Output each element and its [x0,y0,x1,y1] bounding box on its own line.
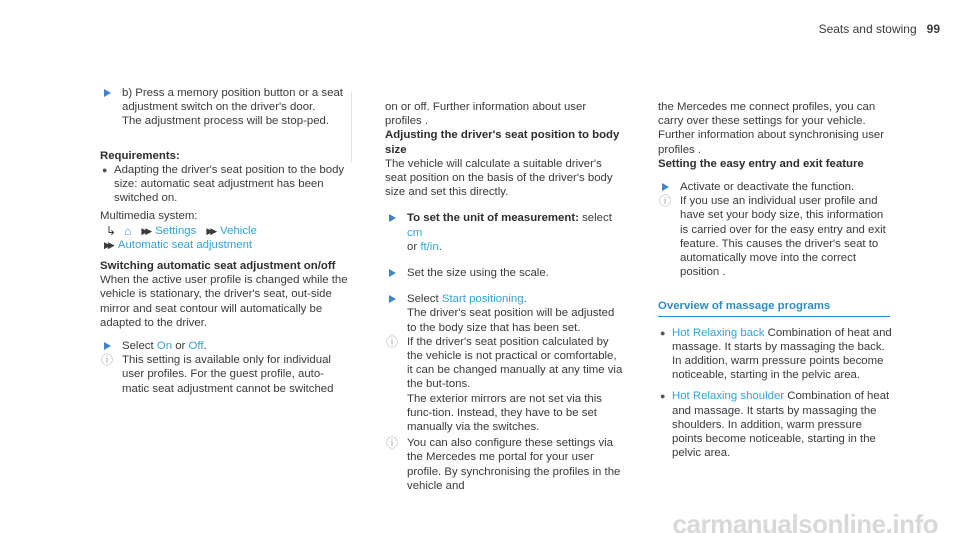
step-b-note: The adjustment process will be stop-ped. [122,115,330,128]
multimedia-label: Multimedia system: [100,210,198,223]
page-number: 99 [926,22,940,36]
requirements-heading: Requirements: [100,149,180,162]
program-hot-relaxing-back: ● Hot Relaxing back Combination of heat and massage. It starts by massaging the back. In addition, warm pressure points become noticeable, starting in the pelvic area. [660,326,892,382]
bullet-icon: ● [102,164,108,175]
step-arrow-icon [104,89,111,97]
continuation-text: the Mercedes me connect profiles, you can carry over these settings for your vehicle. Further information about synchronising user profiles . [658,101,885,156]
step-select-on-off: Select On or Off. [100,339,350,353]
switching-heading: Switching automatic seat adjustment on/off [100,260,336,273]
massage-overview-heading: Overview of massage programs [658,299,890,316]
step-arrow-icon [389,295,396,303]
step-start-positioning: Select Start positioning. The driver's seat position will be adjusted to the body size that has been set. [385,292,625,335]
info-note: ⓘ This setting is available only for individual user profiles. For the guest profile, auto-matic seat adjustment cannot be switched [101,353,334,395]
switching-text: When the active user profile is changed while the vehicle is stationary, the driver's seat, out-side mirror and seat contour will automatically be adapted to the driver. [100,274,348,329]
info-icon: ⓘ [101,353,114,368]
section-title: Seats and stowing [818,22,917,36]
start-positioning-link[interactable]: Start positioning [441,293,524,306]
step-unit: To set the unit of measurement: select cm or ft/in. [385,211,625,254]
step-arrow-icon [662,183,669,191]
page-header [790,22,940,36]
info-icon: ⓘ [386,334,399,349]
home-icon[interactable]: ⌂ [124,223,132,238]
info-note: ⓘ If you use an individual user profile and have set your body size, this information is carried over for the easy entry and exit feature. This causes the driver's seat to automatically move into the correct position . [659,194,886,279]
column-1 [100,86,350,396]
column-3 [658,100,894,460]
bullet-icon: ● [660,391,666,402]
double-chevron-icon: ▶▶ [141,225,150,236]
easy-entry-heading: Setting the easy entry and exit feature [658,157,864,170]
step-arrow-icon [104,342,111,350]
menu-path-line-2 [100,238,350,252]
step-scale: Set the size using the scale. [385,266,625,280]
double-chevron-icon: ▶▶ [104,239,112,250]
menu-automatic-seat-adjustment[interactable]: Automatic seat adjustment [117,238,253,251]
info-icon: ⓘ [386,436,399,451]
info-note-1: ⓘ If the driver's seat position calculated by the vehicle is not practical or comfortable, it can be changed manually at any time via the but-tons. The exterior mirrors are not set via this func-tion. Instead, they have to be set manually via the switches. [386,334,623,434]
requirement-item: ● Adapting the driver's seat position to the body size: automatic seat adjustment has been switched on. [102,163,345,205]
continuation-text: on or off. Further information about user profiles . [385,101,587,128]
bullet-icon: ● [660,327,666,338]
menu-path-line-1 [100,224,350,238]
step-b-text: b) Press a memory position button or a seat adjustment switch on the driver's door. [122,87,343,114]
program-hot-relaxing-shoulder: ● Hot Relaxing shoulder Combination of heat and massage. It starts by massaging the shoulders. In addition, warm pressure points become noticeable, starting in the pelvic area. [660,390,890,460]
option-cm[interactable]: cm [407,226,423,239]
adjusting-text: The vehicle will calculate a suitable driver's seat position on the basis of the driver's body size and set this directly. [385,157,613,199]
info-note-2: ⓘ You can also configure these settings via the Mercedes me portal for your user profile. By synchronising the profiles in the vehicle and [386,436,621,492]
adjusting-heading: Adjusting the driver's seat position to body size [385,129,620,156]
option-on[interactable]: On [156,340,173,353]
return-arrow-icon: ↳ [106,223,117,238]
step-arrow-icon [389,269,396,277]
column-divider [351,92,352,162]
column-2 [385,100,625,493]
option-off[interactable]: Off [188,340,204,353]
menu-settings[interactable]: Settings [155,224,197,237]
step-b [100,86,350,129]
info-icon: ⓘ [659,194,672,209]
menu-vehicle[interactable]: Vehicle [220,224,257,237]
option-ft-in[interactable]: ft/in [420,240,439,253]
double-chevron-icon: ▶▶ [206,225,215,236]
watermark: carmanualsonline.info [672,508,938,533]
step-activate: Activate or deactivate the function. [658,180,894,194]
step-arrow-icon [389,214,396,222]
